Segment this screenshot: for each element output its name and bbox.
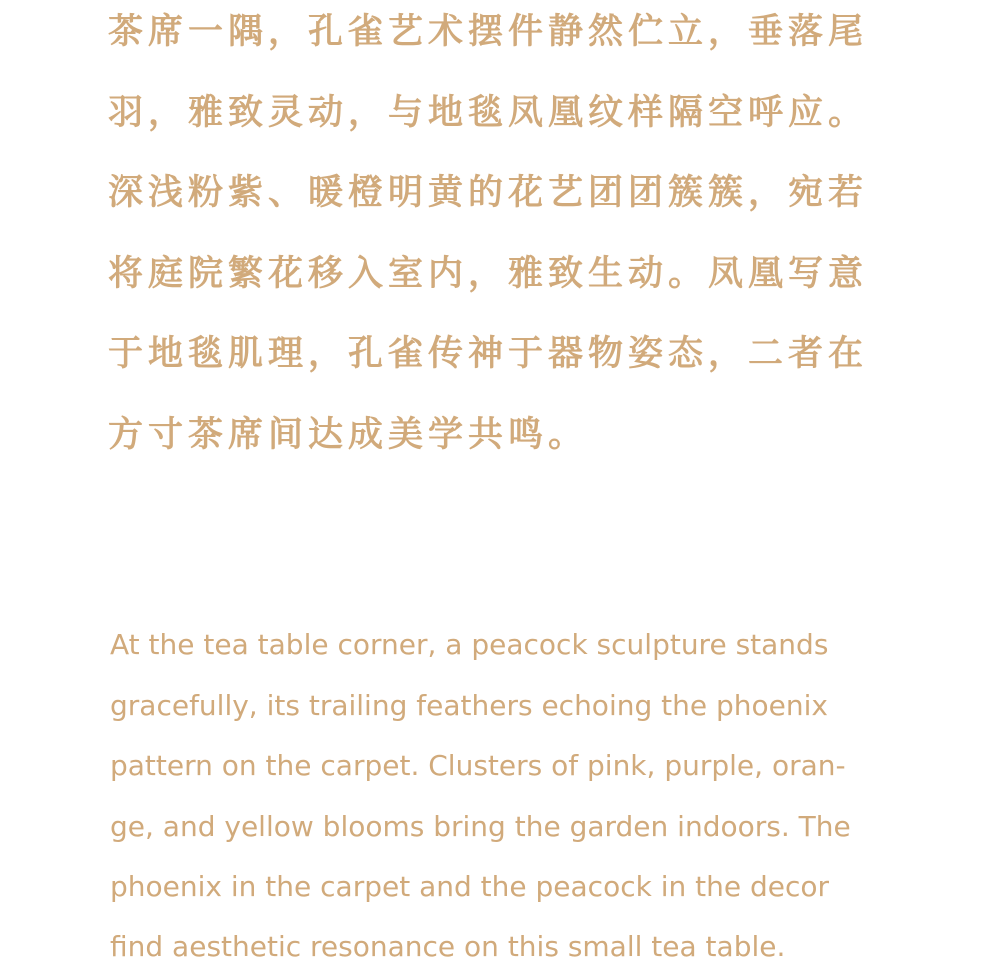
english-line: phoenix in the carpet and the peacock in the decor [110,870,830,903]
chinese-line: 方寸茶席间达成美学共鸣。 [108,414,589,455]
english-line: ge, and yellow blooms bring the garden indoors. The [110,810,851,843]
chinese-line: 茶席一隅，孔雀艺术摆件静然伫立，垂落尾 [108,11,869,52]
chinese-line: 羽，雅致灵动，与地毯凤凰纹样隔空呼应。 [108,92,869,133]
english-line: gracefully, its trailing feathers echoing the phoenix [110,689,828,722]
english-line: find aesthetic resonance on this small tea table. [110,930,786,963]
chinese-line: 于地毯肌理，孔雀传神于器物姿态，二者在 [108,333,869,374]
english-line: At the tea table corner, a peacock sculpture stands [110,628,829,661]
english-line: pattern on the carpet. Clusters of pink, purple, oran- [110,749,846,782]
chinese-line: 将庭院繁花移入室内，雅致生动。凤凰写意 [108,253,869,294]
chinese-line: 深浅粉紫、暖橙明黄的花艺团团簇簇，宛若 [108,172,869,213]
